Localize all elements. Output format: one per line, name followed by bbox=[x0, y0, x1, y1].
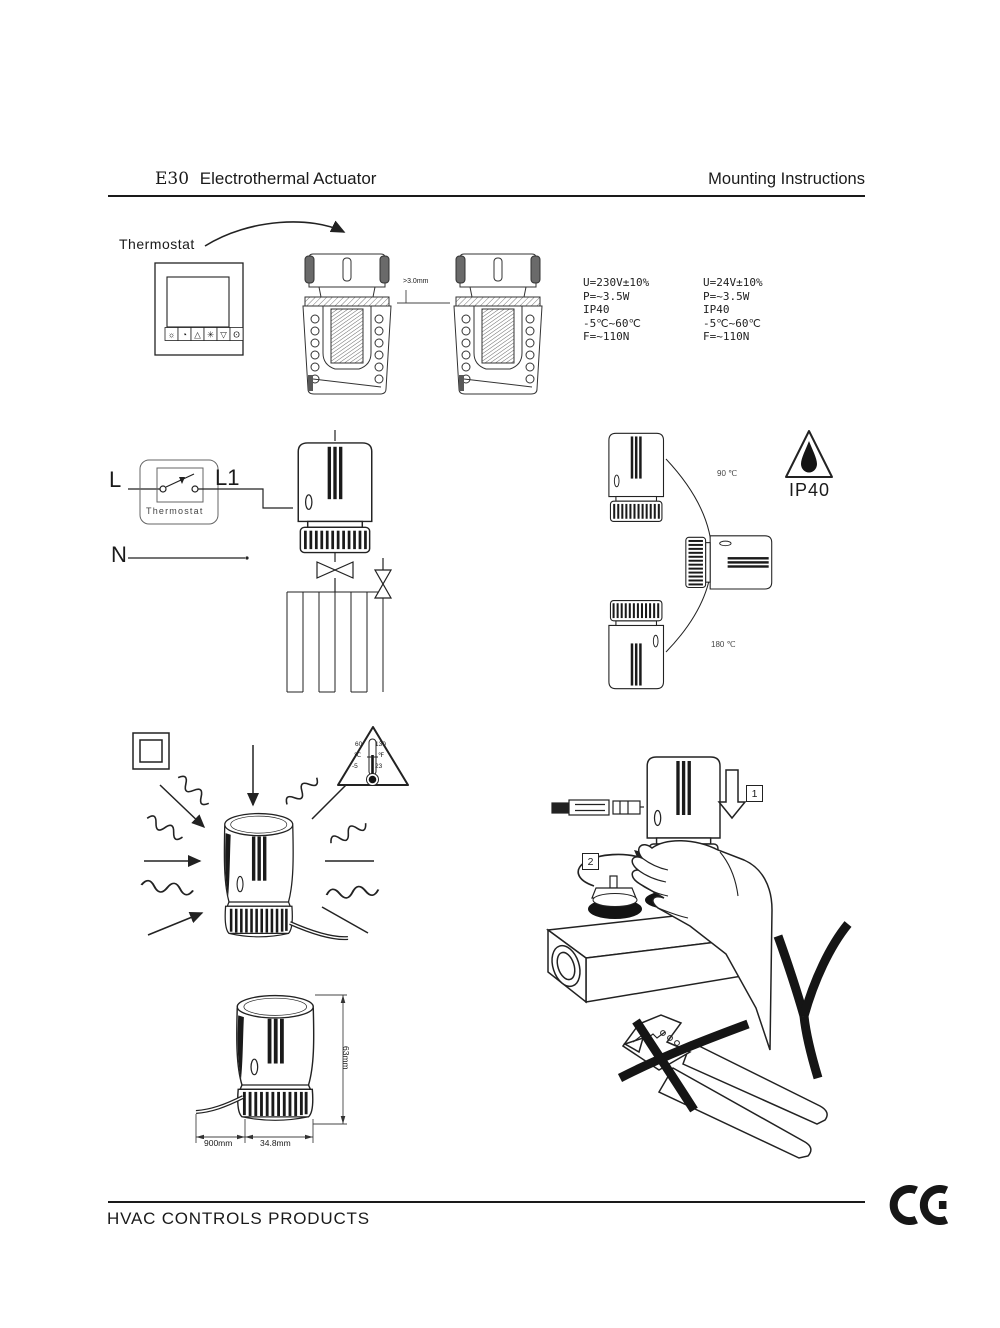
product-name: Electrothermal Actuator bbox=[199, 169, 377, 188]
cable-connector bbox=[552, 800, 644, 815]
unit-c: ℃ bbox=[354, 752, 362, 759]
floor-heating-loop bbox=[287, 592, 383, 692]
ambient-conditions-diagram bbox=[120, 715, 420, 985]
step-1-number: 1 bbox=[751, 787, 758, 800]
valve-body-left bbox=[588, 876, 642, 919]
orientation-diagram bbox=[580, 415, 880, 715]
actuator-cutaway-2 bbox=[454, 254, 542, 394]
specs-230v bbox=[583, 276, 649, 344]
temp-max-c: 60 bbox=[355, 741, 363, 748]
angle-90-label: 90 ℃ bbox=[717, 469, 738, 478]
switched-line-label: L1 bbox=[215, 465, 240, 490]
temperature-warning-triangle bbox=[338, 727, 408, 786]
actuator-front-view bbox=[298, 443, 372, 553]
ce-mark bbox=[888, 1181, 954, 1229]
thermostat-device bbox=[155, 263, 243, 355]
step-2-badge bbox=[582, 853, 599, 870]
footer-rule bbox=[108, 1201, 865, 1203]
valve-symbol bbox=[335, 562, 353, 578]
spec-power: P=~3.5W bbox=[703, 289, 750, 303]
ip40-label: IP40 bbox=[789, 480, 831, 500]
stroke-dimension-leader bbox=[397, 290, 450, 303]
actuator-side-view bbox=[237, 996, 314, 1121]
line-label: L bbox=[109, 467, 122, 492]
up-icon: △ bbox=[194, 329, 201, 340]
no-pliers-warning bbox=[595, 1000, 865, 1170]
spec-force: F=~110N bbox=[583, 330, 630, 343]
spec-temp: -5℃~60℃ bbox=[583, 316, 641, 330]
wiring-thermostat-label: Thermostat bbox=[146, 506, 204, 516]
neutral-label: N bbox=[111, 542, 127, 567]
power-icon: ʘ bbox=[233, 329, 240, 340]
spec-ip: IP40 bbox=[583, 303, 610, 316]
thermostat-pointer-arrow bbox=[205, 222, 344, 246]
thermostat-screen bbox=[167, 277, 229, 327]
body-width-label: 34.8mm bbox=[260, 1138, 291, 1148]
angle-180-label: 180 ℃ bbox=[711, 640, 736, 649]
product-code: E30 bbox=[155, 169, 190, 189]
fan-icon: ✳ bbox=[206, 329, 215, 340]
stroke-dimension-label: >3.0mm bbox=[403, 278, 429, 285]
thermostat-label: Thermostat bbox=[119, 236, 195, 252]
spec-ip: IP40 bbox=[703, 303, 730, 316]
temp-min-c: -5 bbox=[352, 763, 358, 770]
class2-insulation-icon bbox=[133, 733, 169, 769]
ip40-warning-triangle bbox=[786, 431, 832, 477]
cable bbox=[290, 923, 348, 938]
actuator-inverted bbox=[609, 601, 664, 689]
cable-length-label: 900mm bbox=[204, 1138, 233, 1148]
temp-max-f: 130 bbox=[375, 741, 386, 748]
cable bbox=[196, 1097, 243, 1112]
clock-icon: ◔ bbox=[181, 329, 188, 340]
actuator-cutaway-1 bbox=[303, 254, 391, 394]
thermostat-actuator-cutaway-diagram bbox=[100, 210, 880, 410]
doc-title: Mounting Instructions bbox=[708, 170, 865, 188]
down-icon: ▽ bbox=[220, 329, 227, 340]
actuator-horizontal bbox=[686, 536, 772, 589]
unit-f: ℉ bbox=[378, 752, 385, 759]
spec-temp: -5℃~60℃ bbox=[703, 316, 761, 330]
header-rule bbox=[108, 195, 865, 197]
press-down-arrow bbox=[719, 770, 745, 818]
temp-min-f: 23 bbox=[375, 763, 383, 770]
body-height-label: 63mm bbox=[341, 1046, 351, 1070]
spec-voltage: U=24V±10% bbox=[703, 276, 763, 289]
actuator-3d-view bbox=[224, 814, 293, 937]
footer-company: HVAC CONTROLS PRODUCTS bbox=[107, 1209, 370, 1228]
actuator-upright bbox=[609, 433, 664, 521]
spec-force: F=~110N bbox=[703, 330, 750, 343]
balancing-valve-symbol bbox=[375, 570, 391, 584]
wiring-diagram bbox=[100, 430, 410, 720]
page-title bbox=[155, 169, 376, 190]
step-1-badge bbox=[746, 785, 763, 802]
spec-voltage: U=230V±10% bbox=[583, 276, 650, 289]
sun-icon: ☼ bbox=[167, 329, 176, 340]
specs-24v bbox=[703, 276, 763, 344]
step-2-number: 2 bbox=[587, 855, 594, 868]
spec-power: P=~3.5W bbox=[583, 289, 630, 303]
